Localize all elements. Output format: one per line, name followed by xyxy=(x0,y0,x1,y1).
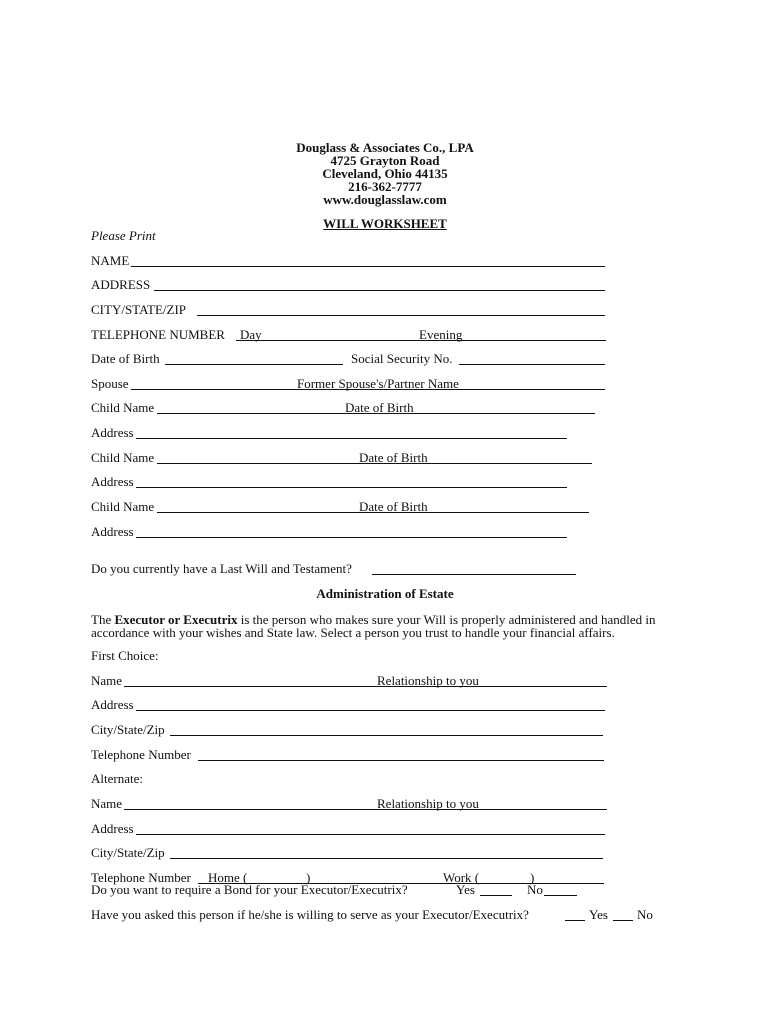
firm-city: Cleveland, Ohio 44135 xyxy=(322,166,448,181)
dob-field[interactable] xyxy=(165,364,343,365)
exec-1-telephone-field[interactable] xyxy=(198,760,604,761)
exec-2-city-label: City/State/Zip xyxy=(91,845,165,860)
child-3-address-label: Address xyxy=(91,524,134,539)
child-2-address-label: Address xyxy=(91,474,134,489)
address-field[interactable] xyxy=(154,290,605,291)
exec-2-address-field[interactable] xyxy=(136,834,605,835)
exec-2-name-label: Name xyxy=(91,796,123,811)
child-2-name-label: Child Name xyxy=(91,450,155,465)
home-close-paren: ) xyxy=(306,870,311,885)
child-2-address-field[interactable] xyxy=(136,487,567,488)
ssn-field[interactable] xyxy=(459,364,605,365)
firm-name: Douglass & Associates Co., LPA xyxy=(296,140,474,155)
dob-label: Date of Birth xyxy=(91,351,160,366)
exec-1-telephone-label: Telephone Number xyxy=(91,747,191,762)
telephone-label: TELEPHONE NUMBER xyxy=(91,327,225,342)
exec-2-name-field[interactable] xyxy=(124,809,607,810)
willing-no-label: No xyxy=(637,907,653,922)
city-state-zip-label: CITY/STATE/ZIP xyxy=(91,302,187,317)
bond-question: Do you want to require a Bond for your Executor/Executrix? xyxy=(91,882,408,897)
exec-1-city-label: City/State/Zip xyxy=(91,722,165,737)
exec-1-name-label: Name xyxy=(91,673,123,688)
firm-phone: 216-362-7777 xyxy=(348,179,422,194)
please-print-note: Please Print xyxy=(91,228,156,243)
exec-1-relationship-label: Relationship to you xyxy=(377,673,479,688)
para-rest: is the person who makes sure your Will is properly administered and handled in accordance with your wishes and State law. Select a person you trust to handle your financial affairs. xyxy=(91,612,656,640)
child-3-dob-label: Date of Birth xyxy=(359,499,428,514)
firm-street: 4725 Grayton Road xyxy=(330,153,440,168)
exec-2-relationship-label: Relationship to you xyxy=(377,796,479,811)
day-label: Day xyxy=(240,327,262,342)
bond-no-field[interactable] xyxy=(544,895,577,896)
exec-1-address-field[interactable] xyxy=(136,710,605,711)
will-answer-field[interactable] xyxy=(372,574,576,575)
willing-yes-label: Yes xyxy=(589,907,608,922)
child-1-address-label: Address xyxy=(91,425,134,440)
firm-website: www.douglasslaw.com xyxy=(323,192,447,207)
child-1-address-field[interactable] xyxy=(136,438,567,439)
para-prefix: The xyxy=(91,612,115,627)
willing-no-field[interactable] xyxy=(613,920,633,921)
will-question: Do you currently have a Last Will and Testament? xyxy=(91,561,352,576)
child-1-dob-label: Date of Birth xyxy=(345,400,414,415)
exec-2-telephone-label: Telephone Number xyxy=(91,870,191,885)
bond-yes-field[interactable] xyxy=(480,895,512,896)
address-label: ADDRESS xyxy=(91,277,151,292)
city-state-zip-field[interactable] xyxy=(197,315,605,316)
first-choice-label: First Choice: xyxy=(91,648,159,663)
child-3-address-field[interactable] xyxy=(136,537,567,538)
exec-2-address-label: Address xyxy=(91,821,134,836)
evening-label: Evening xyxy=(419,327,463,342)
name-label: NAME xyxy=(91,253,130,268)
name-field[interactable] xyxy=(131,266,605,267)
admin-heading: Administration of Estate xyxy=(316,586,454,601)
bond-yes-label: Yes xyxy=(456,882,475,897)
willing-yes-field[interactable] xyxy=(565,920,585,921)
work-close-paren: ) xyxy=(530,870,535,885)
spouse-label: Spouse xyxy=(91,376,129,391)
exec-1-name-field[interactable] xyxy=(124,686,607,687)
work-label: Work ( xyxy=(443,870,480,885)
child-3-name-label: Child Name xyxy=(91,499,155,514)
willing-question: Have you asked this person if he/she is willing to serve as your Executor/Executrix? xyxy=(91,907,529,922)
child-2-dob-label: Date of Birth xyxy=(359,450,428,465)
exec-1-address-label: Address xyxy=(91,697,134,712)
former-spouse-label: Former Spouse's/Partner Name xyxy=(297,376,459,391)
executor-paragraph xyxy=(91,613,691,639)
alternate-label: Alternate: xyxy=(91,771,143,786)
bond-no-label: No xyxy=(527,882,543,897)
executor-term: Executor or Executrix xyxy=(114,612,238,627)
home-label: Home ( xyxy=(208,870,248,885)
ssn-label: Social Security No. xyxy=(351,351,453,366)
page-title: WILL WORKSHEET xyxy=(323,216,447,231)
exec-2-city-field[interactable] xyxy=(170,858,603,859)
exec-1-city-field[interactable] xyxy=(170,735,603,736)
child-1-name-label: Child Name xyxy=(91,400,155,415)
